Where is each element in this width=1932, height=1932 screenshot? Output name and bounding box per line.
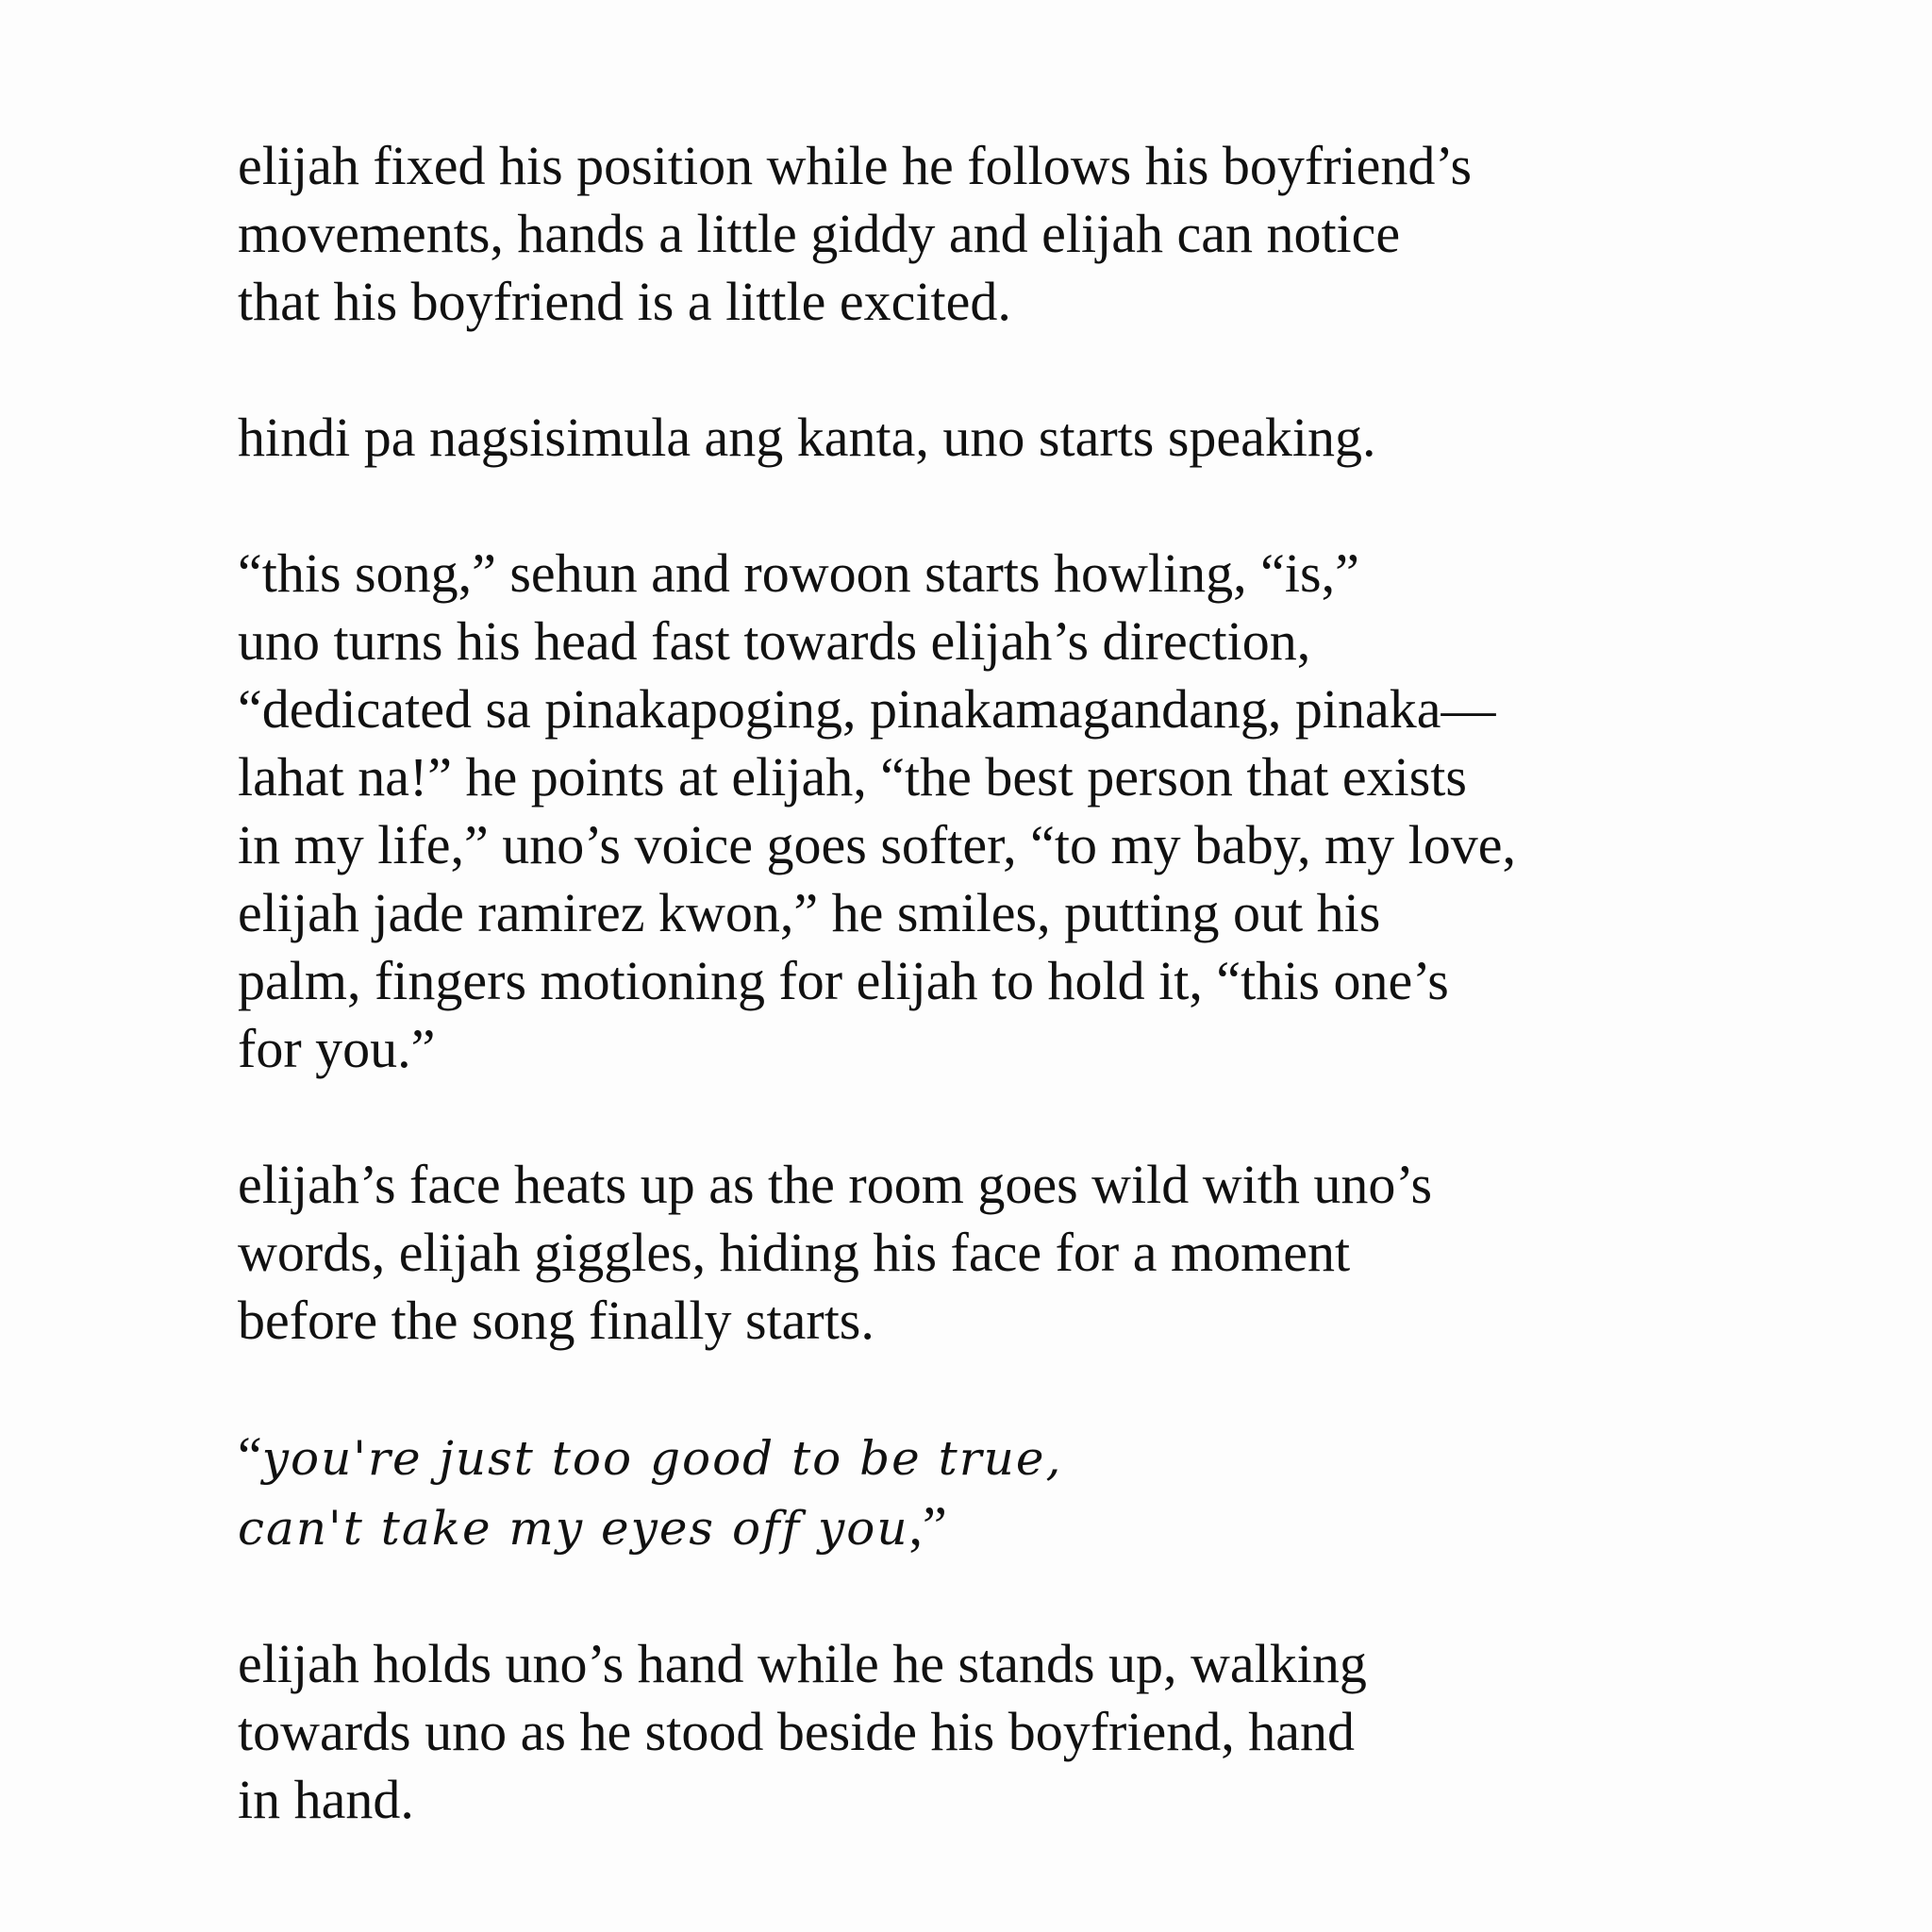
- text-line: uno turns his head fast towards elijah’s direction,: [238, 610, 1311, 672]
- text-line: “this song,” sehun and rowoon starts howling, “is,”: [238, 542, 1359, 604]
- lyrics-block: [238, 1423, 1747, 1562]
- text-line: words, elijah giggles, hiding his face for a moment: [238, 1222, 1351, 1283]
- lyric-text-2: can't take my eyes off you: [238, 1501, 909, 1556]
- lyric-line-1: [238, 1423, 1747, 1492]
- text-line: hindi pa nagsisimula ang kanta, uno starts speaking.: [238, 407, 1376, 468]
- open-quote: “: [238, 1425, 262, 1487]
- text-line: lahat na!” he points at elijah, “the best person that exists: [238, 746, 1467, 808]
- text-line: in hand.: [238, 1769, 414, 1830]
- text-line: before the song finally starts.: [238, 1290, 874, 1351]
- text-line: elijah holds uno’s hand while he stands up, walking: [238, 1633, 1367, 1694]
- text-line: that his boyfriend is a little excited.: [238, 271, 1011, 332]
- close-quote: ,”: [908, 1495, 947, 1557]
- text-line: palm, fingers motioning for elijah to hold it, “this one’s: [238, 950, 1449, 1011]
- text-line: elijah jade ramirez kwon,” he smiles, putting out his: [238, 882, 1381, 943]
- text-line: for you.”: [238, 1018, 436, 1079]
- story-page: [238, 132, 1747, 1902]
- paragraph-4: [238, 1151, 1747, 1355]
- lyric-text-1: you're just too good to be true,: [261, 1431, 1063, 1486]
- lyric-line-2: [238, 1492, 1747, 1562]
- text-line: in my life,” uno’s voice goes softer, “to my baby, my love,: [238, 814, 1517, 875]
- paragraph-6: [238, 1630, 1747, 1834]
- paragraph-3: [238, 540, 1747, 1083]
- text-line: towards uno as he stood beside his boyfriend, hand: [238, 1701, 1355, 1762]
- paragraph-1: [238, 132, 1747, 336]
- text-line: “dedicated sa pinakapoging, pinakamagandang, pinaka—: [238, 678, 1496, 740]
- text-line: movements, hands a little giddy and elijah can notice: [238, 203, 1401, 264]
- text-line: elijah fixed his position while he follows his boyfriend’s: [238, 135, 1473, 196]
- text-line: elijah’s face heats up as the room goes wild with uno’s: [238, 1154, 1433, 1215]
- paragraph-2: [238, 404, 1747, 472]
